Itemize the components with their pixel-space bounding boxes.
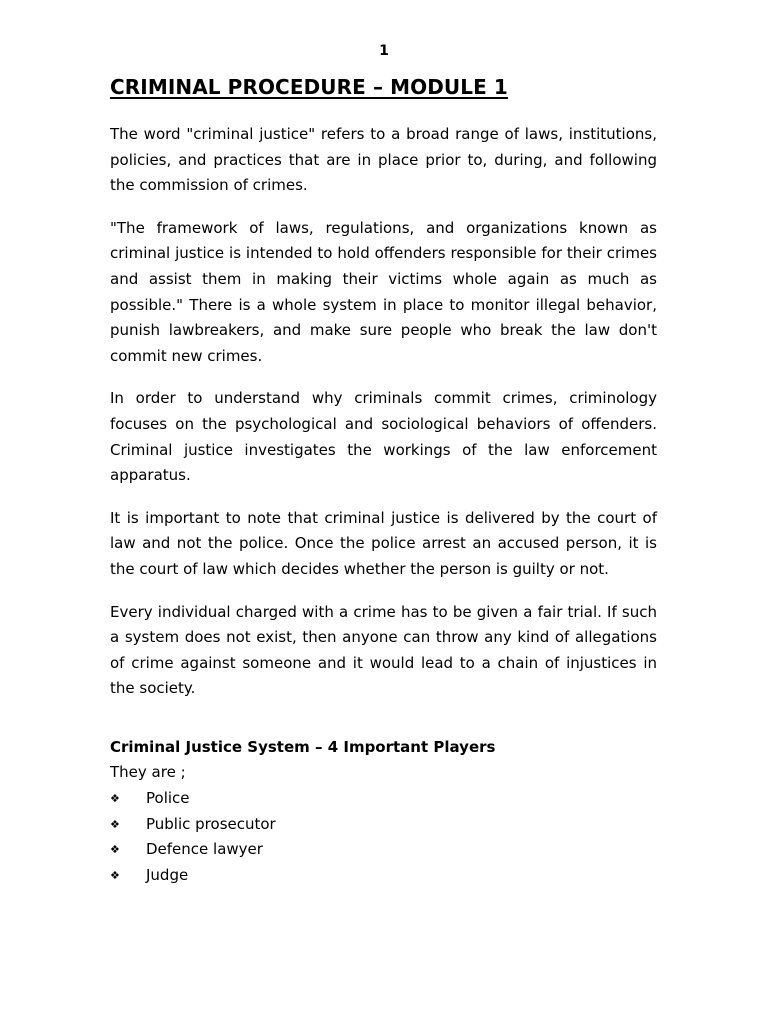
diamond-bullet-icon: ❖: [110, 868, 120, 882]
diamond-bullet-icon: ❖: [110, 792, 120, 806]
list-item: [110, 837, 657, 863]
page-number: 1: [379, 43, 389, 59]
diamond-bullet-icon: ❖: [110, 817, 120, 831]
list-item: [110, 863, 657, 889]
list-item-label: Police: [146, 789, 190, 808]
list-item: [110, 812, 657, 838]
paragraph: The word "criminal justice" refers to a broad range of laws, institutions, policies, and practices that are in place prior to, during, and following the commission of crimes.: [110, 125, 657, 195]
document-title: CRIMINAL PROCEDURE – MODULE 1: [110, 75, 508, 99]
paragraph: In order to understand why criminals commit crimes, criminology focuses on the psychological and sociological behaviors of offenders. Criminal justice investigates the workings of the law enforcement apparatus.: [110, 389, 657, 485]
players-list: [110, 786, 657, 888]
document-body: [110, 74, 657, 888]
list-item: [110, 786, 657, 812]
list-intro: They are ;: [110, 763, 186, 782]
paragraph: "The framework of laws, regulations, and organizations known as criminal justice is intended to hold offenders responsible for their crimes and assist them in making their victims whole again as much as possible." There is a whole system in place to monitor illegal behavior, punish lawbreakers, and make sure people who break the law don't commit new crimes.: [110, 218, 657, 365]
paragraph: Every individual charged with a crime has to be given a fair trial. If such a system does not exist, then anyone can throw any kind of allegations of crime against someone and it would lead to a chain of injustices in the society.: [110, 602, 657, 698]
list-item-label: Judge: [146, 865, 189, 884]
list-item-label: Public prosecutor: [146, 814, 276, 833]
diamond-bullet-icon: ❖: [110, 843, 120, 857]
paragraph: It is important to note that criminal justice is delivered by the court of law and not the police. Once the police arrest an accused person, it is the court of law which decides whether the person is guilty or not.: [110, 508, 657, 578]
list-item-label: Defence lawyer: [146, 840, 263, 859]
section-heading: Criminal Justice System – 4 Important Players: [110, 737, 496, 756]
